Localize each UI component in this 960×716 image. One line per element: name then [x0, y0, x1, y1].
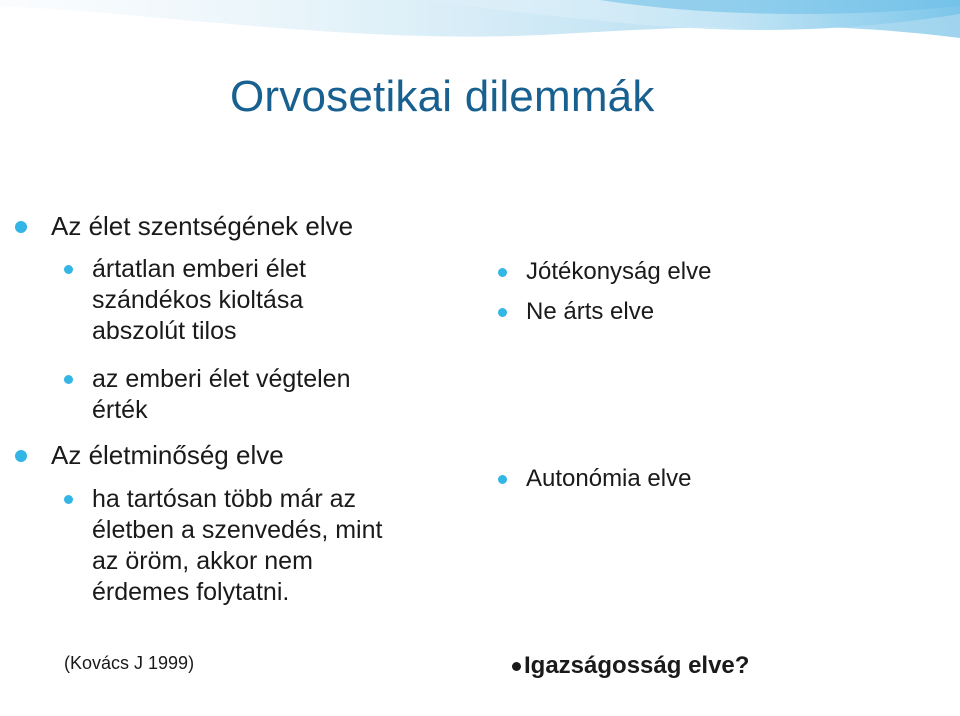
principle-label: Az életminőség elve [51, 440, 284, 470]
bullet-icon [64, 495, 73, 504]
bullet-icon [498, 308, 507, 317]
sub-point-text [92, 254, 306, 347]
sub-point-text [92, 364, 350, 426]
slide-title: Orvosetikai dilemmák [230, 72, 655, 121]
principle-label: Autonómia elve [526, 465, 692, 492]
bullet-icon [15, 450, 27, 462]
header-wave-decoration [0, 0, 960, 80]
principle-label: Jótékonyság elve [526, 258, 712, 285]
principle-label: Ne árts elve [526, 298, 655, 325]
bullet-icon [498, 268, 507, 277]
bullet-icon [15, 221, 27, 233]
citation: (Kovács J 1999) [64, 653, 195, 673]
sub-point-text-lines: ha tartósan több már az életben a szenvedés, mint az öröm, akkor nem érdemes folytatni. [92, 485, 383, 606]
sub-point-text-lines: ártatlan emberi élet szándékos kioltása abszolút tilos [92, 255, 307, 345]
bullet-icon [64, 265, 73, 274]
bullet-icon [498, 475, 507, 484]
bullet-icon [512, 662, 521, 671]
sub-point-text-lines: az emberi élet végtelen érték [92, 365, 351, 424]
bullet-icon [64, 375, 73, 384]
principle-label: Az élet szentségének elve [51, 211, 354, 241]
justice-question: Igazságosság elve? [524, 652, 750, 679]
sub-point-text [92, 484, 382, 608]
